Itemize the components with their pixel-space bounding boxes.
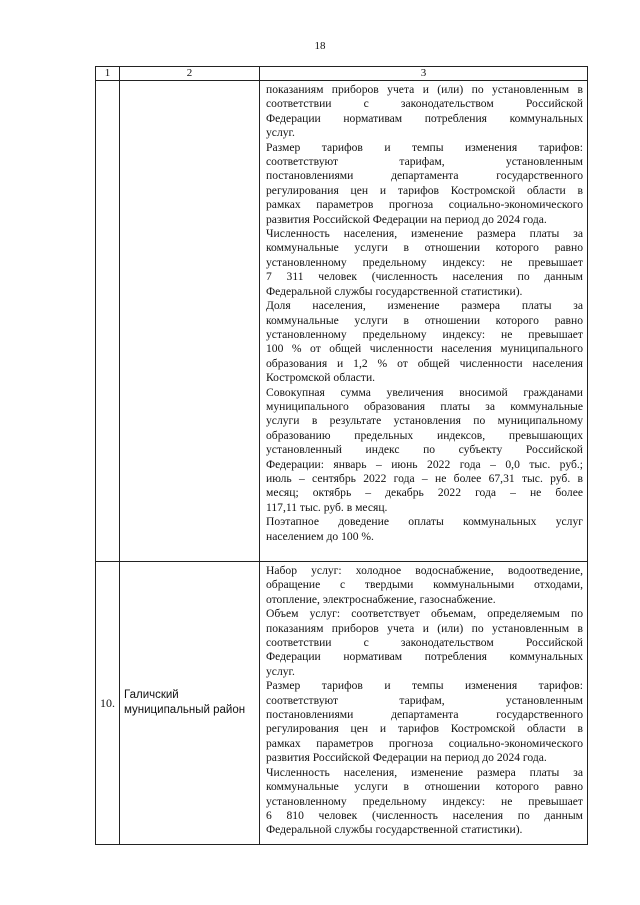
text-line: коммунальные услуги в отношении которого равно xyxy=(266,780,583,794)
text-line: развития Российской Федерации на период до 2024 года. xyxy=(266,751,547,765)
column-header-number: 1 xyxy=(96,67,120,81)
text-line: месяц; октябрь – декабрь 2022 года – не более xyxy=(266,486,583,500)
row-number-cell: 10. xyxy=(96,562,120,845)
text-line: 7 311 человек (численность населения по данным xyxy=(266,270,583,284)
text-line: рамках параметров прогноза социально-экономического xyxy=(266,736,583,750)
text-line: Федеральной службы государственной статистики). xyxy=(266,284,523,298)
text-line: установленному предельному индексу: не превышает xyxy=(266,327,583,341)
text-line: Совокупная сумма увеличения вносимой гражданами xyxy=(266,385,583,399)
text-line: постановлениями департамента государственного xyxy=(266,169,583,183)
page-number: 18 xyxy=(314,40,326,52)
district-name-cell: Галичский муниципальный район xyxy=(120,562,260,845)
text-line: Численность населения, изменение размера платы за xyxy=(266,765,583,779)
column-header-district: 2 xyxy=(120,67,260,81)
text-line: 100 % от общей численности населения муниципального xyxy=(266,342,583,356)
text-line: соответствуют тарифам, установленным xyxy=(266,693,583,707)
conditions-text-cell xyxy=(260,562,588,845)
text-line: 6 810 человек (численность населения по данным xyxy=(266,808,583,822)
text-line: Федеральной службы государственной статистики). xyxy=(266,823,523,837)
text-line: обращение с твердыми коммунальными отходами, xyxy=(266,578,583,592)
district-name-cell xyxy=(120,81,260,562)
text-line: соответствии с законодательством Российской xyxy=(266,636,583,650)
text-line: постановлениями департамента государственного xyxy=(266,708,583,722)
text-line: развития Российской Федерации на период до 2024 года. xyxy=(266,212,547,226)
text-line: Доля населения, изменение размера платы за xyxy=(266,299,583,313)
text-line: коммунальные услуги в отношении которого равно xyxy=(266,241,583,255)
text-line: образованию предельных индексов, превышающих xyxy=(266,428,583,442)
text-line: Федерации нормативам потребления коммунальных xyxy=(266,650,583,664)
text-line: показаниям приборов учета и (или) по установленным в xyxy=(266,83,583,96)
text-line: Поэтапное доведение оплаты коммунальных услуг xyxy=(266,515,583,529)
text-line: показаниям приборов учета и (или) по установленным в xyxy=(266,621,583,635)
text-line: регулирования цен и тарифов Костромской области в xyxy=(266,183,583,197)
text-line: Объем услуг: соответствует объемам, определяемым по xyxy=(266,607,583,621)
text-line: установленный индекс по субъекту Российской xyxy=(266,443,583,457)
document-table xyxy=(95,66,588,845)
text-line: услуги в результате установления по муниципальному xyxy=(266,414,583,428)
text-line: установленному предельному индексу: не превышает xyxy=(266,794,583,808)
table-row xyxy=(96,81,588,562)
text-line: регулирования цен и тарифов Костромской области в xyxy=(266,722,583,736)
column-header-content: 3 xyxy=(260,67,588,81)
text-line: услуг. xyxy=(266,126,295,140)
text-line: Набор услуг: холодное водоснабжение, водоотведение, xyxy=(266,564,583,577)
table-header-row xyxy=(96,67,588,81)
text-line: отопление, электроснабжение, газоснабжение. xyxy=(266,592,496,606)
text-line: услуг. xyxy=(266,664,295,678)
text-line: Численность населения, изменение размера платы за xyxy=(266,227,583,241)
text-line: муниципального образования платы за коммунальные xyxy=(266,399,583,413)
table-row xyxy=(96,562,588,845)
text-line: Федерации нормативам потребления коммунальных xyxy=(266,111,583,125)
text-line: коммунальные услуги в отношении которого равно xyxy=(266,313,583,327)
text-line: образования и 1,2 % от общей численности населения xyxy=(266,356,583,370)
conditions-text-cell xyxy=(260,81,588,562)
row-number-cell xyxy=(96,81,120,562)
text-line: 117,11 тыс. руб. в месяц. xyxy=(266,500,388,514)
text-line: Федерации: январь – июнь 2022 года – 0,0 тыс. руб.; xyxy=(266,457,583,471)
text-line: рамках параметров прогноза социально-экономического xyxy=(266,198,583,212)
text-line: соответствуют тарифам, установленным xyxy=(266,155,583,169)
text-line: июль – сентябрь 2022 года – не более 67,31 тыс. руб. в xyxy=(266,471,583,485)
text-line: населением до 100 %. xyxy=(266,529,374,543)
text-line: соответствии с законодательством Российской xyxy=(266,97,583,111)
text-line: Размер тарифов и темпы изменения тарифов: xyxy=(266,679,583,693)
text-line: Костромской области. xyxy=(266,371,376,385)
text-line: Размер тарифов и темпы изменения тарифов: xyxy=(266,140,583,154)
text-line: установленному предельному индексу: не превышает xyxy=(266,255,583,269)
